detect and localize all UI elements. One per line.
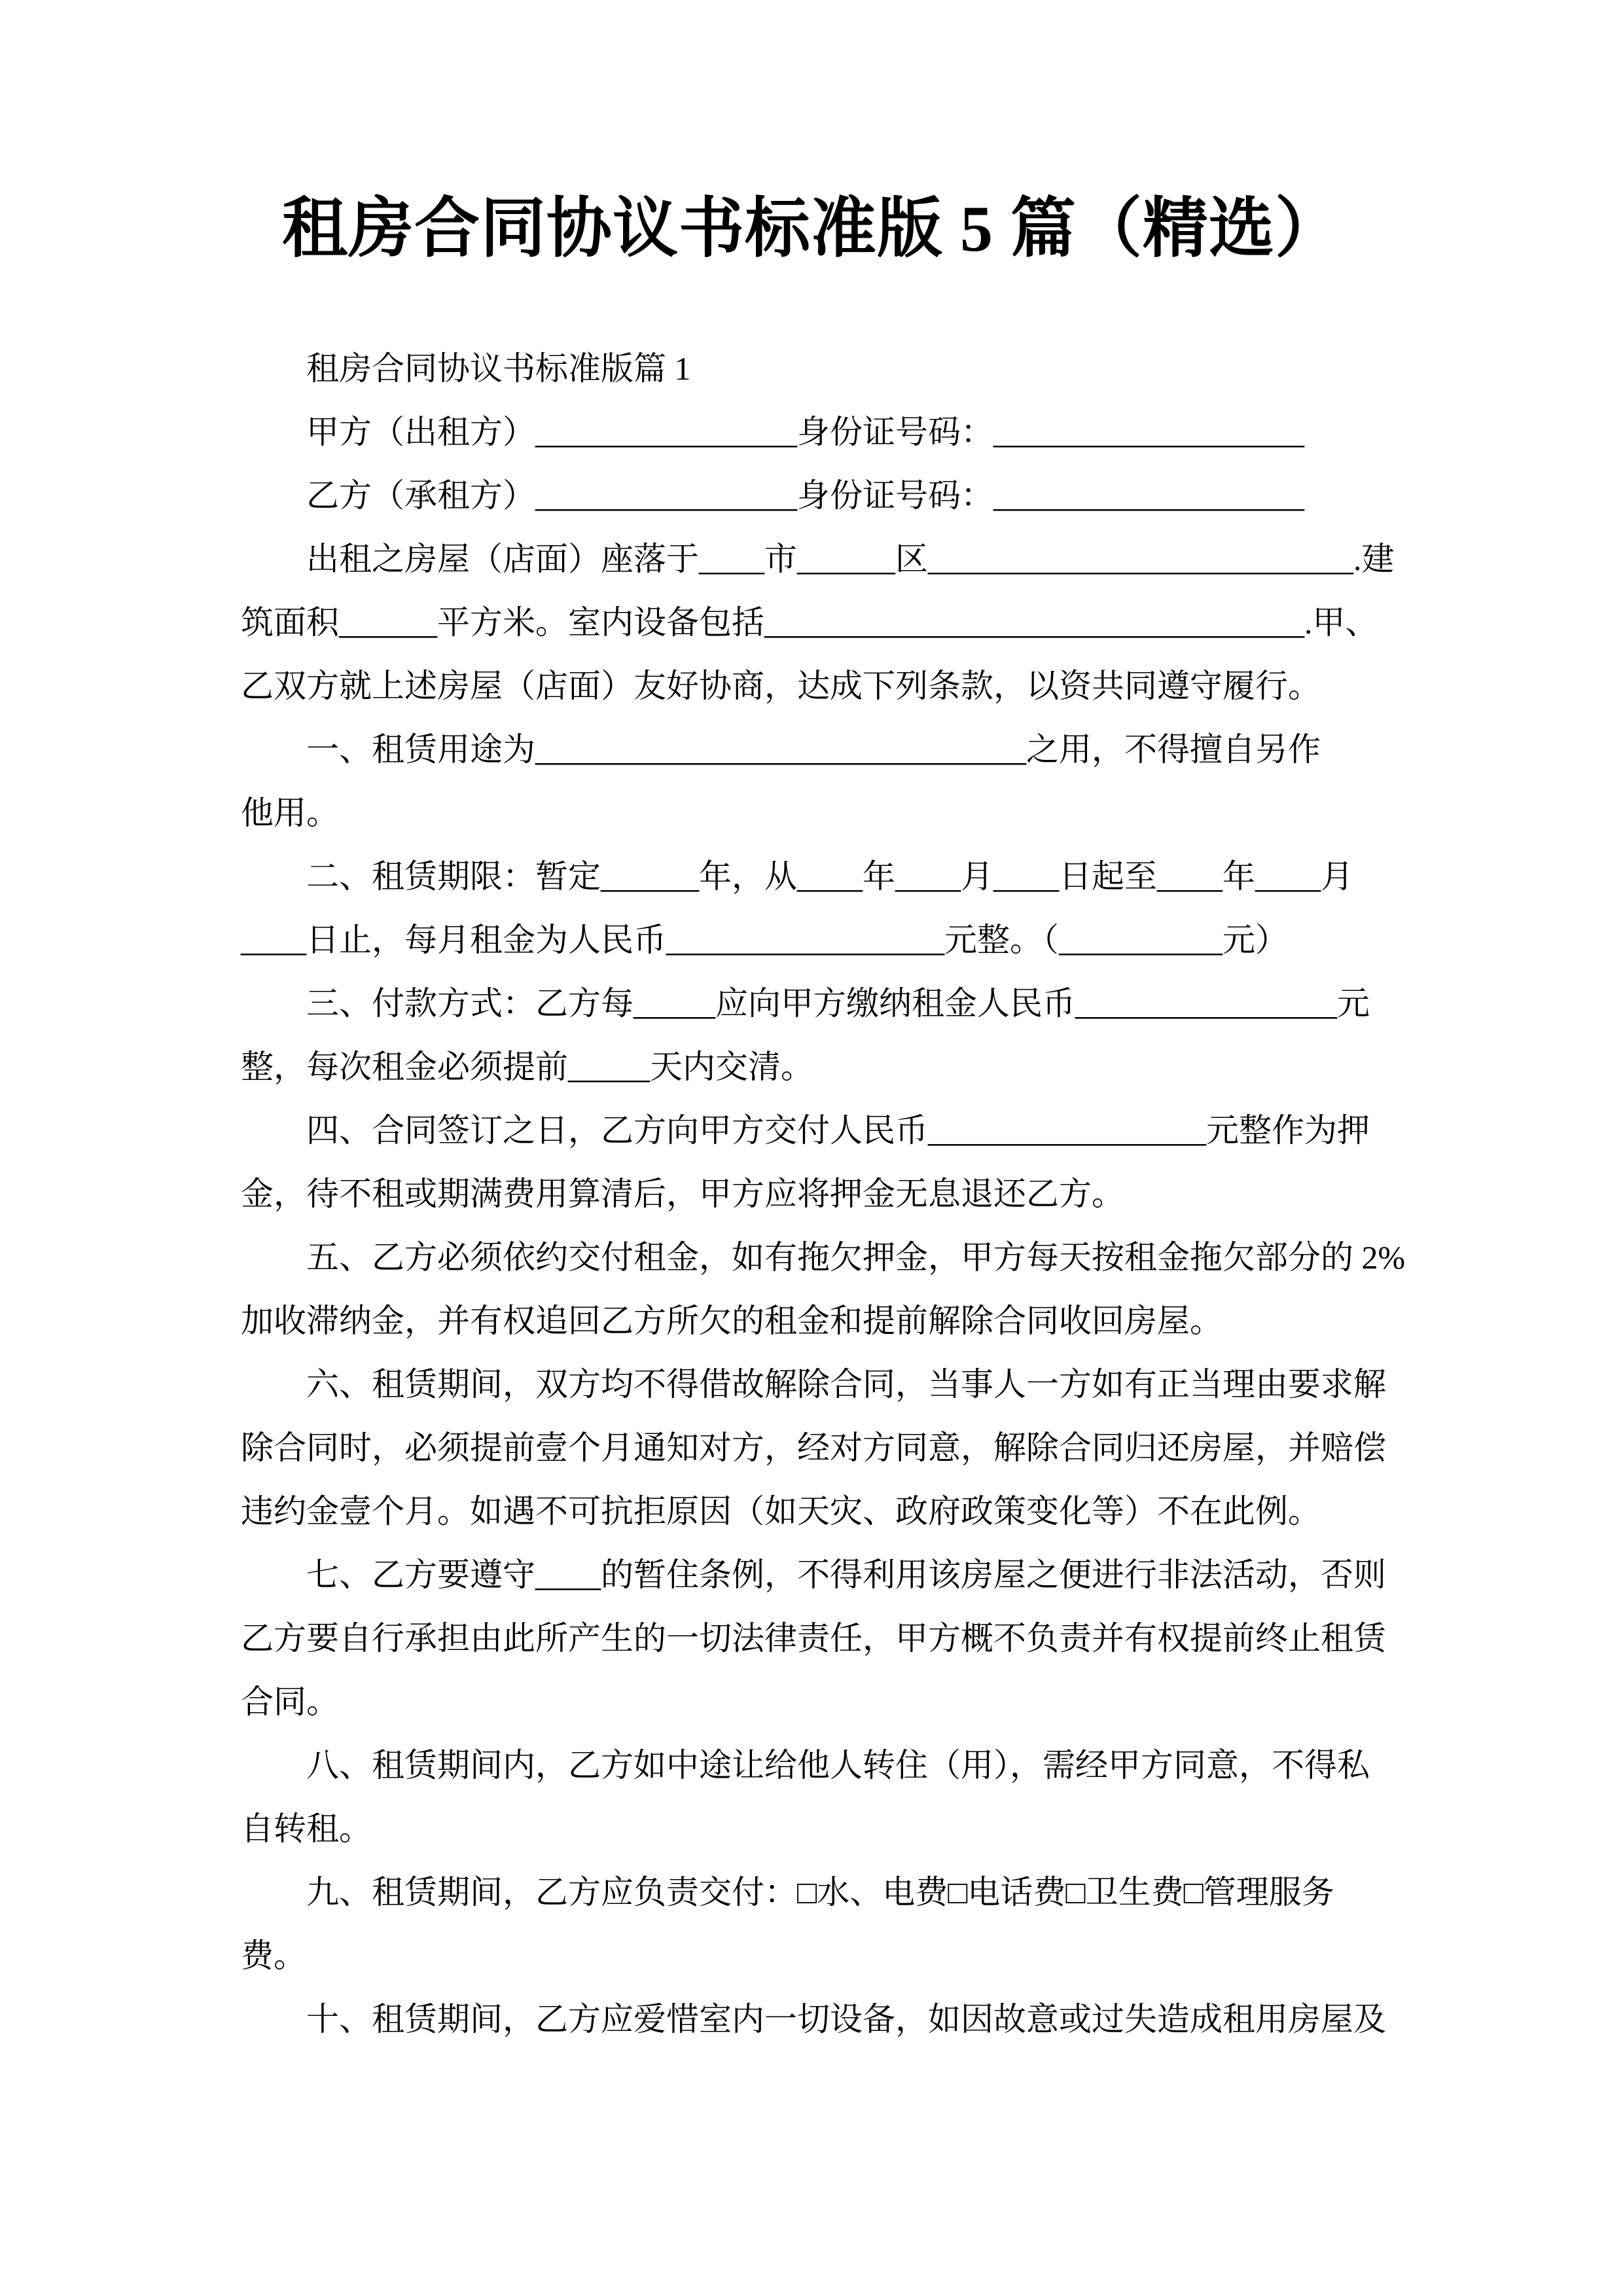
- document-line: 合同。: [241, 1683, 339, 1720]
- document-line: 十、租赁期间，乙方应爱惜室内一切设备，如因故意或过失造成租用房屋及: [306, 2001, 1386, 2037]
- document-line: 自转租。: [241, 1810, 372, 1847]
- document-line: 违约金壹个月。如遇不可抗拒原因（如天灾、政府政策变化等）不在此例。: [241, 1493, 1321, 1530]
- document-line: 出租之房屋（店面）座落于____市______区__________________________.建: [306, 541, 1395, 577]
- document-line: 八、租赁期间内，乙方如中途让给他人转住（用），需经甲方同意，不得私: [306, 1747, 1370, 1784]
- document-line: 甲方（出租方）________________身份证号码：___________________: [306, 414, 1304, 450]
- document-line: 乙方（承租方）________________身份证号码：___________________: [306, 477, 1304, 514]
- document-line: 他用。: [241, 795, 339, 831]
- document-line: 费。: [241, 1937, 306, 1974]
- document-line: 加收滞纳金，并有权追回乙方所欠的租金和提前解除合同收回房屋。: [241, 1302, 1222, 1339]
- document-line: 乙双方就上述房屋（店面）友好协商，达成下列条款，以资共同遵守履行。: [241, 668, 1321, 704]
- document-title: 租房合同协议书标准版 5 篇（精选）: [282, 192, 1341, 265]
- document-line: 六、租赁期间，双方均不得借故解除合同，当事人一方如有正当理由要求解: [306, 1366, 1386, 1403]
- document-line: 五、乙方必须依约交付租金，如有拖欠押金，甲方每天按租金拖欠部分的 2%: [306, 1239, 1406, 1276]
- document-line: 二、租赁期限：暂定______年，从____年____月____日起至____年____月: [306, 858, 1353, 895]
- document-line: 三、付款方式：乙方每_____应向甲方缴纳租金人民币________________元: [306, 985, 1370, 1022]
- document-body: [241, 337, 1406, 2051]
- document-line: 筑面积______平方米。室内设备包括_________________________________.甲、: [241, 604, 1378, 641]
- document-line: 租房合同协议书标准版篇 1: [306, 350, 691, 387]
- document-line: 整，每次租金必须提前_____天内交清。: [241, 1049, 813, 1085]
- document-line: 除合同时，必须提前壹个月通知对方，经对方同意，解除合同归还房屋，并赔偿: [241, 1429, 1386, 1466]
- document-line: ____日止，每月租金为人民币_________________元整。（__________元）: [241, 922, 1288, 958]
- document-line: 四、合同签订之日，乙方向甲方交付人民币_________________元整作为押: [306, 1112, 1370, 1149]
- document-line: 乙方要自行承担由此所产生的一切法律责任，甲方概不负责并有权提前终止租赁: [241, 1620, 1386, 1657]
- document-line: 一、租赁用途为______________________________之用，不得擅自另作: [306, 731, 1321, 768]
- document-line: 七、乙方要遵守____的暂住条例，不得利用该房屋之便进行非法活动，否则: [306, 1556, 1386, 1593]
- document-line: 九、租赁期间，乙方应负责交付：□水、电费□电话费□卫生费□管理服务: [306, 1874, 1334, 1910]
- document-line: 金，待不租或期满费用算清后，甲方应将押金无息退还乙方。: [241, 1175, 1124, 1212]
